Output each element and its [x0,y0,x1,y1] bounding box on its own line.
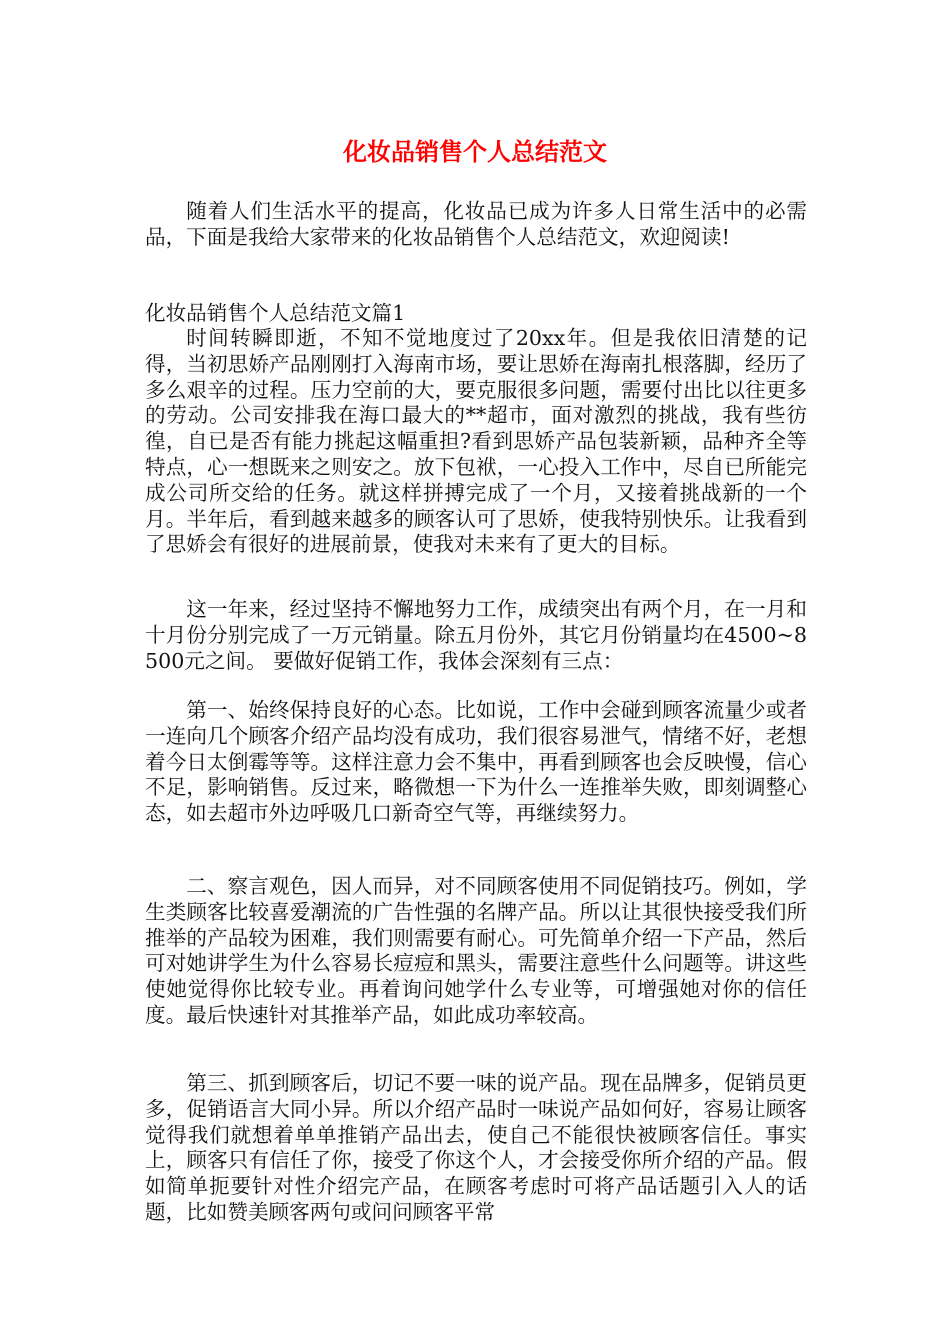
intro-paragraph: 随着人们生活水平的提高，化妆品已成为许多人日常生活中的必需品，下面是我给大家带来的化妆品销售个人总结范文，欢迎阅读! [145,199,807,249]
paragraph-year-review: 时间转瞬即逝，不知不觉地度过了20xx年。但是我依旧清楚的记得，当初思娇产品刚刚打入海南市场，要让思娇在海南扎根落脚，经历了多么艰辛的过程。压力空前的大，要克服很多问题，需要付出比以往更多的劳动。公司安排我在海口最大的**超市，面对激烈的挑战，我有些彷徨，自已是否有能力挑起这幅重担?看到思娇产品包装新颖，品种齐全等特点，心一想既来之则安之。放下包袱，一心投入工作中，尽自已所能完成公司所交给的任务。就这样拼搏完成了一个月，又接着挑战新的一个月。半年后，看到越来越多的顾客认可了思娇，使我特别快乐。让我看到了思娇会有很好的进展前景，使我对未来有了更大的目标。 [145,326,807,557]
paragraph-sales-results: 这一年来，经过坚持不懈地努力工作，成绩突出有两个月，在一月和十月份分别完成了一万元销量。除五月份外，其它月份销量均在4500~8500元之间。 要做好促销工作，我体会深刻有三点： [145,597,807,673]
paragraph-point-one: 第一、始终保持良好的心态。比如说，工作中会碰到顾客流量少或者一连向几个顾客介绍产品均没有成功，我们很容易泄气，情绪不好，老想着今日太倒霉等等。这样注意力会不集中，再看到顾客也会反映慢，信心不足，影响销售。反过来，略微想一下为什么一连推举失败，即刻调整心态，如去超市外边呼吸几口新奇空气等，再继续努力。 [145,698,807,826]
paragraph-point-two: 二、察言观色，因人而异，对不同顾客使用不同促销技巧。例如，学生类顾客比较喜爱潮流的广告性强的名牌产品。所以让其很快接受我们所推举的产品较为困难，我们则需要有耐心。可先简单介绍一下产品，然后可对她讲学生为什么容易长痘痘和黑头，需要注意些什么问题等。讲这些使她觉得你比较专业。再着询问她学什么专业等，可增强她对你的信任度。最后快速针对其推举产品，如此成功率较高。 [145,874,807,1027]
paragraph-point-three: 第三、抓到顾客后，切记不要一味的说产品。现在品牌多，促销员更多，促销语言大同小异。所以介绍产品时一味说产品如何好，容易让顾客觉得我们就想着单单推销产品出去，使自己不能很快被顾客信任。事实上，顾客只有信任了你，接受了你这个人，才会接受你所介绍的产品。假如简单扼要针对性介绍完产品，在顾客考虑时可将产品话题引入人的话题，比如赞美顾客两句或问问顾客平常 [145,1071,807,1224]
section-heading: 化妆品销售个人总结范文篇1 [145,301,406,325]
document-title: 化妆品销售个人总结范文 [343,138,607,166]
